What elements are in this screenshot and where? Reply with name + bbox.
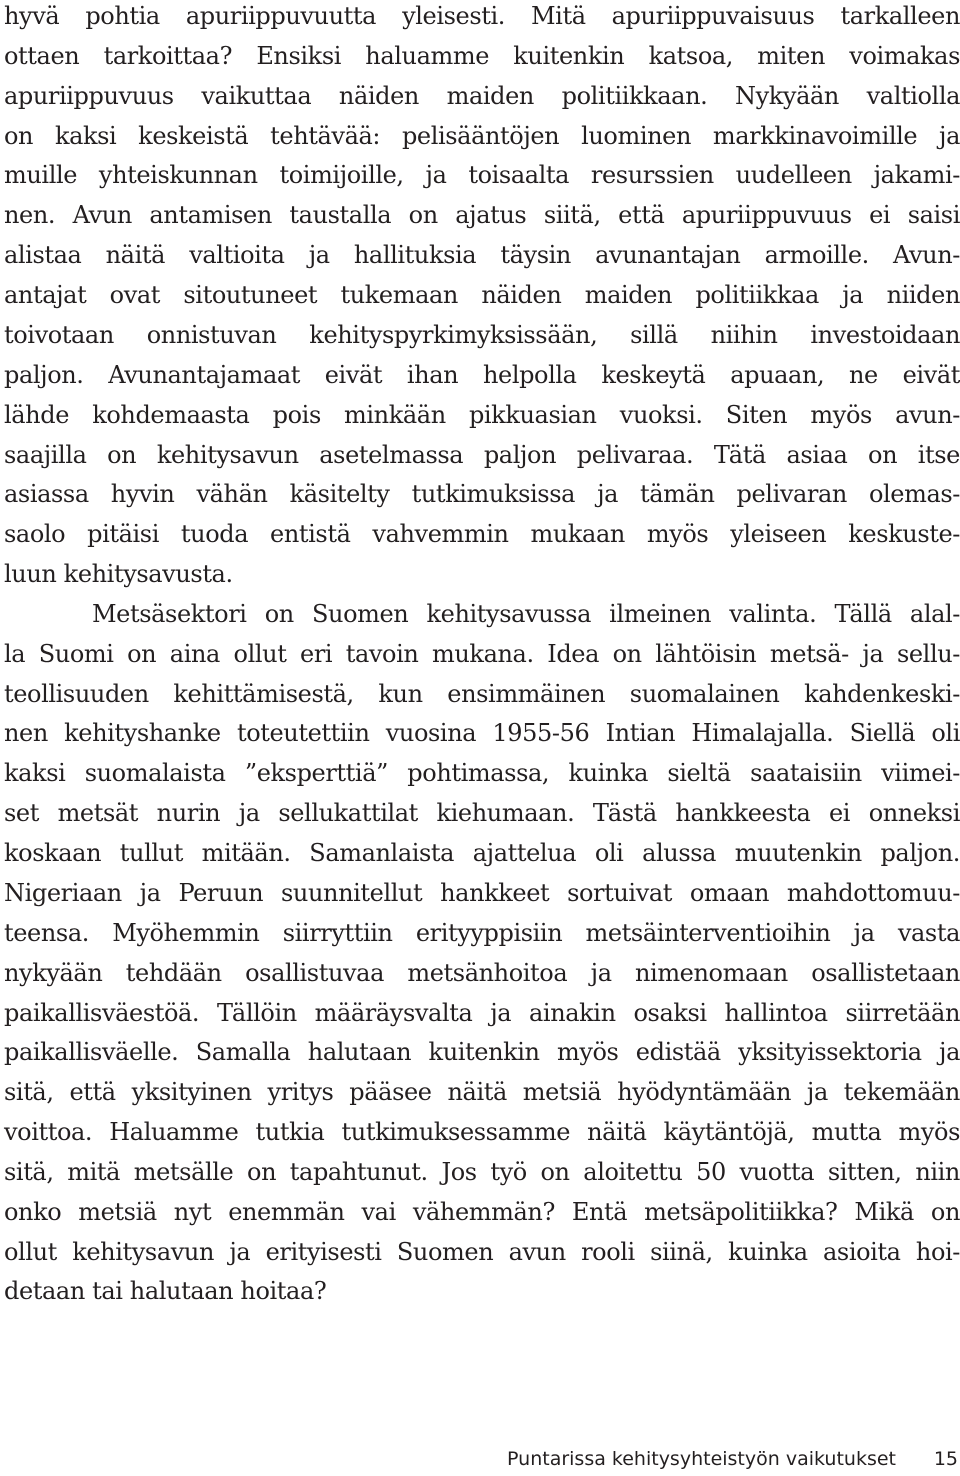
text-line: sitä, mitä metsälle on tapahtunut. Jos työ on aloitettu 50 vuotta sitten, niin xyxy=(4,1158,960,1186)
text-line: alistaa näitä valtioita ja hallituksia täysin avunantajan armoille. Avun- xyxy=(4,241,960,269)
text-line: teensa. Myöhemmin siirryttiin erityyppisiin metsäinterventioihin ja vasta xyxy=(4,919,960,947)
text-line: Nigeriaan ja Peruun suunnitellut hankkeet sortuivat omaan mahdottomuu- xyxy=(4,879,960,907)
text-line: nykyään tehdään osallistuvaa metsänhoitoa ja nimenomaan osallistetaan xyxy=(4,959,960,987)
text-line: hyvä pohtia apuriippuvuutta yleisesti. Mitä apuriippuvaisuus tarkalleen xyxy=(4,2,960,30)
text-line: voittoa. Haluamme tutkia tutkimuksessamme näitä käytäntöjä, mutta myös xyxy=(4,1118,960,1146)
text-line: ollut kehitysavun ja erityisesti Suomen avun rooli siinä, kuinka asioita hoi- xyxy=(4,1238,960,1266)
page-number: 15 xyxy=(933,1448,958,1470)
text-line: nen kehityshanke toteutettiin vuosina 1955-56 Intian Himalajalla. Siellä oli xyxy=(4,719,960,747)
text-line: paikallisväelle. Samalla halutaan kuitenkin myös edistää yksityissektoria ja xyxy=(4,1038,960,1066)
text-line: ottaen tarkoittaa? Ensiksi haluamme kuitenkin katsoa, miten voimakas xyxy=(4,42,960,70)
text-line: paikallisväestöä. Tällöin määräysvalta ja ainakin osaksi hallintoa siirretään xyxy=(4,999,960,1027)
text-line: saajilla on kehitysavun asetelmassa paljon pelivaraa. Tätä asiaa on itse xyxy=(4,441,960,469)
text-line: kaksi suomalaista ”eksperttiä” pohtimassa, kuinka sieltä saataisiin viimei- xyxy=(4,759,960,787)
text-line: nen. Avun antamisen taustalla on ajatus siitä, että apuriippuvuus ei saisi xyxy=(4,201,960,229)
text-line: muille yhteiskunnan toimijoille, ja toisaalta resurssien uudelleen jakami- xyxy=(4,161,960,189)
text-line: teollisuuden kehittämisestä, kun ensimmäinen suomalainen kahdenkeski- xyxy=(4,680,960,708)
page-footer xyxy=(0,1444,960,1476)
text-line: detaan tai halutaan hoitaa? xyxy=(4,1277,327,1305)
text-line: paljon. Avunantajamaat eivät ihan helpolla keskeytä apuaan, ne eivät xyxy=(4,361,960,389)
text-line: saolo pitäisi tuoda entistä vahvemmin mukaan myös yleiseen keskuste- xyxy=(4,520,960,548)
text-line: on kaksi keskeistä tehtävää: pelisääntöjen luominen markkinavoimille ja xyxy=(4,122,960,150)
text-line: asiassa hyvin vähän käsitelty tutkimuksissa ja tämän pelivaran olemas- xyxy=(4,480,960,508)
paragraph-first-line: Metsäsektori on Suomen kehitysavussa ilmeinen valinta. Tällä alal- xyxy=(92,600,960,628)
text-line: antajat ovat sitoutuneet tukemaan näiden maiden politiikkaa ja niiden xyxy=(4,281,960,309)
text-line: apuriippuvuus vaikuttaa näiden maiden politiikkaan. Nykyään valtiolla xyxy=(4,82,960,110)
running-title: Puntarissa kehitysyhteistyön vaikutukset xyxy=(507,1448,896,1470)
text-line: toivotaan onnistuvan kehityspyrkimyksissään, sillä niihin investoidaan xyxy=(4,321,960,349)
text-line: sitä, että yksityinen yritys pääsee näitä metsiä hyödyntämään ja tekemään xyxy=(4,1078,960,1106)
text-line: koskaan tullut mitään. Samanlaista ajattelua oli alussa muutenkin paljon. xyxy=(4,839,960,867)
text-line: onko metsiä nyt enemmän vai vähemmän? Entä metsäpolitiikka? Mikä on xyxy=(4,1198,960,1226)
text-line: lähde kohdemaasta pois minkään pikkuasian vuoksi. Siten myös avun- xyxy=(4,401,960,429)
text-line: luun kehitysavusta. xyxy=(4,560,233,588)
text-line: la Suomi on aina ollut eri tavoin mukana. Idea on lähtöisin metsä- ja sellu- xyxy=(4,640,960,668)
text-line: set metsät nurin ja sellukattilat kiehumaan. Tästä hankkeesta ei onneksi xyxy=(4,799,960,827)
